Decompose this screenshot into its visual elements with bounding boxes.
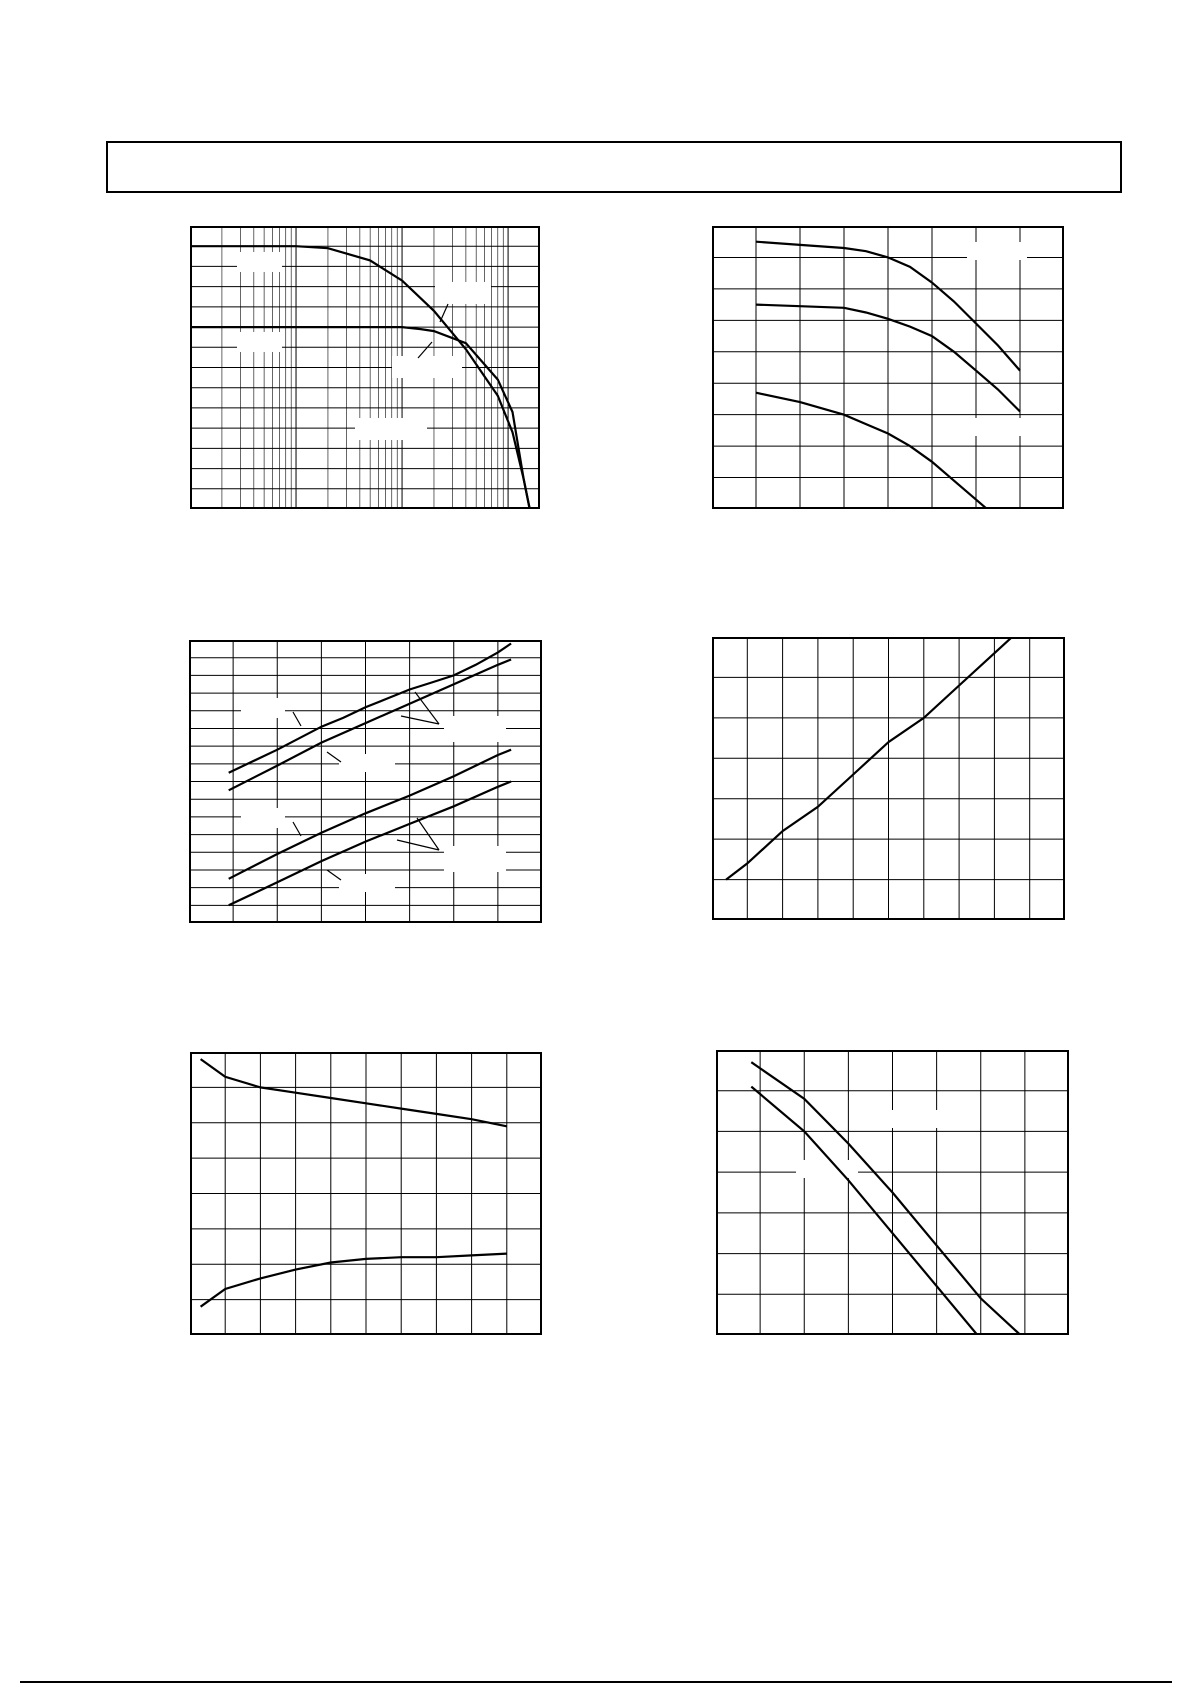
- footer-rule: [20, 1681, 1172, 1683]
- label-bg: [392, 356, 462, 378]
- chart-top-right: [712, 226, 1064, 509]
- label-bg: [241, 808, 285, 828]
- label-bg: [237, 252, 282, 272]
- chart-middle-right: [712, 637, 1065, 920]
- label-bg: [339, 754, 395, 772]
- series-line-1: [201, 1059, 507, 1126]
- chart-log-frequency: [190, 226, 540, 509]
- series-line-1: [751, 1062, 1038, 1351]
- label-bg: [435, 282, 491, 304]
- series-line-2: [751, 1087, 1038, 1397]
- chart-bottom-left: [190, 1052, 542, 1335]
- label-bg: [444, 846, 506, 872]
- chart-bottom-right: [716, 1050, 1069, 1335]
- callout-arrow: [293, 822, 301, 836]
- label-bg: [237, 332, 282, 352]
- callout-arrow: [327, 752, 341, 762]
- label-bg: [444, 716, 506, 742]
- callout-arrow: [293, 712, 301, 726]
- label-bg: [241, 698, 285, 718]
- label-bg: [967, 418, 1027, 436]
- label-bg: [796, 1160, 858, 1178]
- label-bg: [339, 874, 395, 892]
- header-box: [106, 141, 1122, 193]
- callout-arrow: [327, 870, 341, 880]
- series-line-2: [201, 1254, 507, 1307]
- label-bg: [888, 1110, 950, 1128]
- label-bg: [355, 418, 427, 440]
- series-line-1: [726, 621, 1030, 880]
- label-bg: [967, 242, 1027, 260]
- callout-arrow: [418, 342, 432, 358]
- chart-middle-left: [189, 640, 542, 923]
